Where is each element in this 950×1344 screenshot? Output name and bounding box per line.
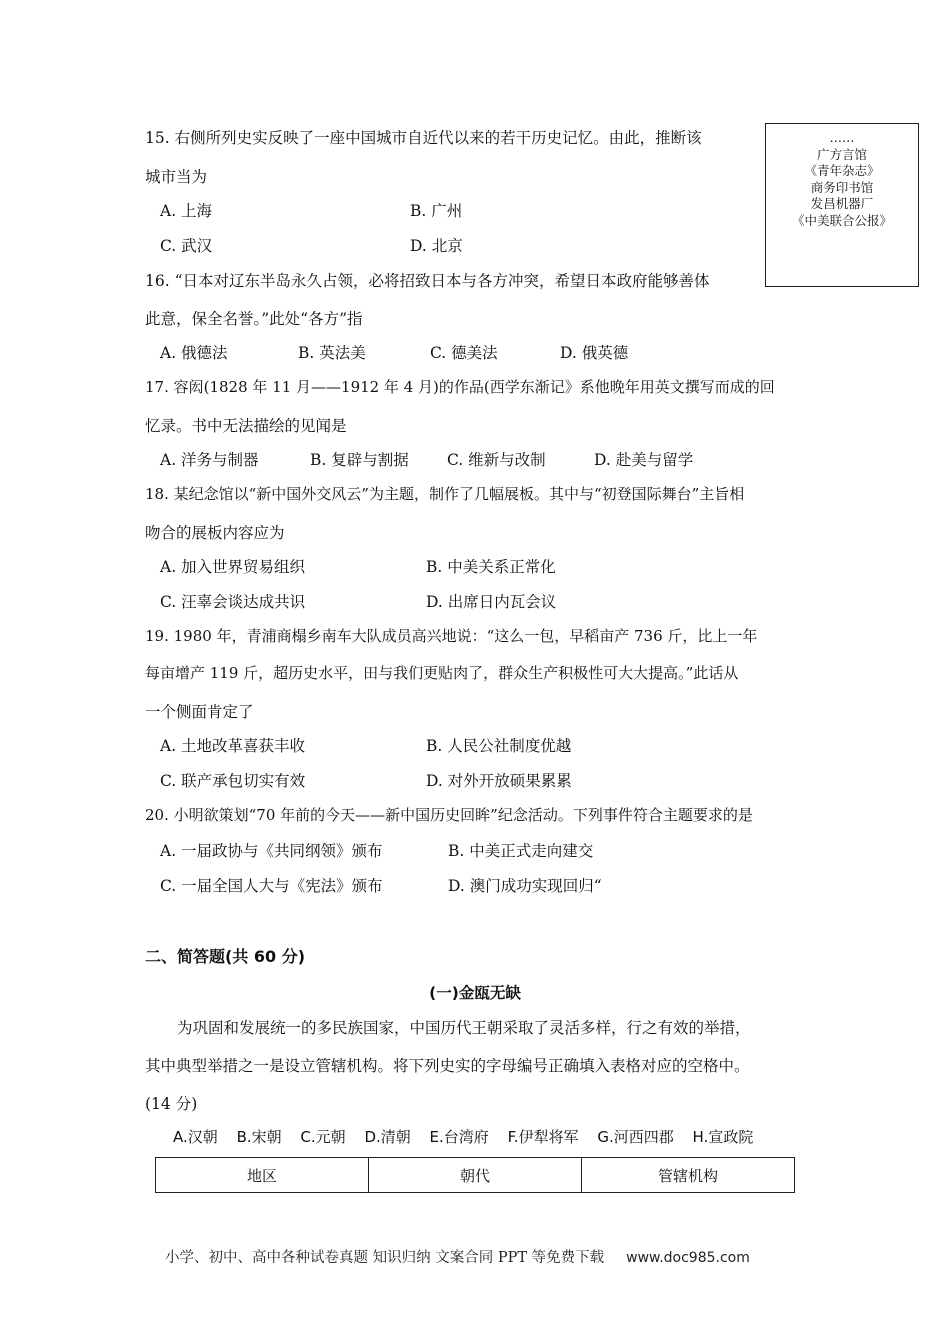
section2-paragraph-line-2: 其中典型举措之一是设立管辖机构。将下列史实的字母编号正确填入表格对应的空格中。 — [145, 1057, 750, 1075]
page-footer — [165, 1246, 750, 1267]
q20-line-1: 20. 小明欲策划“70 年前的今天——新中国历史回眸”纪念活动。下列事件符合主题要求的是 — [145, 806, 753, 824]
fact-letter-item: F.伊犁将军 — [507, 1128, 579, 1146]
fact-letter-item: C.元朝 — [300, 1128, 346, 1146]
q15-source-box — [765, 123, 919, 287]
q15-option-d: D. 北京 — [410, 237, 463, 255]
table-header-row — [156, 1158, 795, 1193]
table-header-region: 地区 — [156, 1158, 369, 1193]
q16-line-1: 16. “日本对辽东半岛永久占领，必将招致日本与各方冲突，希望日本政府能够善体 — [145, 272, 710, 290]
q17-option-a: A. 洋务与制器 — [160, 451, 259, 469]
fact-letter-item: G.河西四郡 — [597, 1128, 674, 1146]
answer-table — [155, 1157, 795, 1193]
q20-option-a: A. 一届政协与《共同纲领》颁布 — [160, 842, 383, 860]
section2-paragraph-line-3: (14 分) — [145, 1095, 198, 1113]
footer-url[interactable]: www.doc985.com — [626, 1250, 750, 1266]
q19-option-d: D. 对外开放硕果累累 — [426, 772, 572, 790]
q17-line-2: 忆录。书中无法描绘的见闻是 — [145, 417, 347, 435]
q18-option-d: D. 出席日内瓦会议 — [426, 593, 557, 611]
q18-option-b: B. 中美关系正常化 — [426, 558, 556, 576]
fact-letter-list — [173, 1126, 767, 1147]
q15-line-1: 15. 右侧所列史实反映了一座中国城市自近代以来的若干历史记忆。由此，推断该 — [145, 129, 702, 147]
source-box-ellipsis: …… — [829, 130, 855, 145]
section2-paragraph-line-1: 为巩固和发展统一的多民族国家，中国历代王朝采取了灵活多样，行之有效的举措， — [177, 1019, 751, 1037]
table-header-agency: 管辖机构 — [582, 1158, 795, 1193]
q17-option-c: C. 维新与改制 — [447, 451, 546, 469]
q18-option-a: A. 加入世界贸易组织 — [160, 558, 306, 576]
q19-line-3: 一个侧面肯定了 — [145, 703, 254, 721]
q16-option-a: A. 俄德法 — [160, 344, 228, 362]
fact-letter-item: E.台湾府 — [429, 1128, 489, 1146]
q15-option-a: A. 上海 — [160, 202, 213, 220]
source-box-item: 《中美联合公报》 — [791, 212, 892, 228]
fact-letter-item: D.清朝 — [364, 1128, 411, 1146]
fact-letter-item: H.宣政院 — [692, 1128, 754, 1146]
q19-line-1: 19. 1980 年，青浦商榻乡南车大队成员高兴地说：“这么一包，早稻亩产 736 斤，比上一年 — [145, 627, 758, 645]
q18-line-2: 吻合的展板内容应为 — [145, 524, 285, 542]
q15-option-b: B. 广州 — [410, 202, 463, 220]
q17-option-b: B. 复辟与割据 — [310, 451, 409, 469]
fact-letter-item: A.汉朝 — [173, 1128, 218, 1146]
q17-line-1: 17. 容闳(1828 年 11 月——1912 年 4 月)的作品(西学东渐记》系他晚年用英文撰写而成的回 — [145, 378, 775, 396]
fact-letter-item: B.宋朝 — [236, 1128, 282, 1146]
q20-option-c: C. 一届全国人大与《宪法》颁布 — [160, 877, 383, 895]
footer-text: 小学、初中、高中各种试卷真题 知识归纳 文案合同 PPT 等免费下载 — [165, 1250, 605, 1266]
q19-line-2: 每亩增产 119 斤，超历史水平，田与我们更贴肉了，群众生产积极性可大大提高。”此话从 — [145, 664, 739, 682]
q16-option-d: D. 俄英德 — [560, 344, 629, 362]
sub-title: (一)金瓯无缺 — [429, 984, 521, 1002]
q18-line-1: 18. 某纪念馆以“新中国外交风云”为主题，制作了几幅展板。其中与“初登国际舞台”主旨相 — [145, 485, 745, 503]
q17-option-d: D. 赴美与留学 — [594, 451, 694, 469]
section-title: 二、简答题(共 60 分) — [145, 947, 306, 966]
source-box-item: 《青年杂志》 — [804, 163, 880, 178]
q16-option-c: C. 德美法 — [430, 344, 498, 362]
q16-option-b: B. 英法美 — [298, 344, 366, 362]
table-header-dynasty: 朝代 — [369, 1158, 582, 1193]
q20-option-d: D. 澳门成功实现回归“ — [448, 877, 602, 895]
q19-option-c: C. 联产承包切实有效 — [160, 772, 306, 790]
q18-option-c: C. 汪辜会谈达成共识 — [160, 593, 306, 611]
q20-option-b: B. 中美正式走向建交 — [448, 842, 594, 860]
source-box-item: 发昌机器厂 — [810, 196, 874, 211]
q19-option-a: A. 土地改革喜获丰收 — [160, 737, 306, 755]
source-box-item: 商务印书馆 — [810, 179, 874, 195]
q19-option-b: B. 人民公社制度优越 — [426, 737, 572, 755]
q16-line-2: 此意，保全名誉。”此处“各方”指 — [145, 310, 363, 328]
q15-option-c: C. 武汉 — [160, 237, 213, 255]
q15-line-2: 城市当为 — [145, 168, 208, 186]
source-box-item: 广方言馆 — [816, 146, 867, 162]
